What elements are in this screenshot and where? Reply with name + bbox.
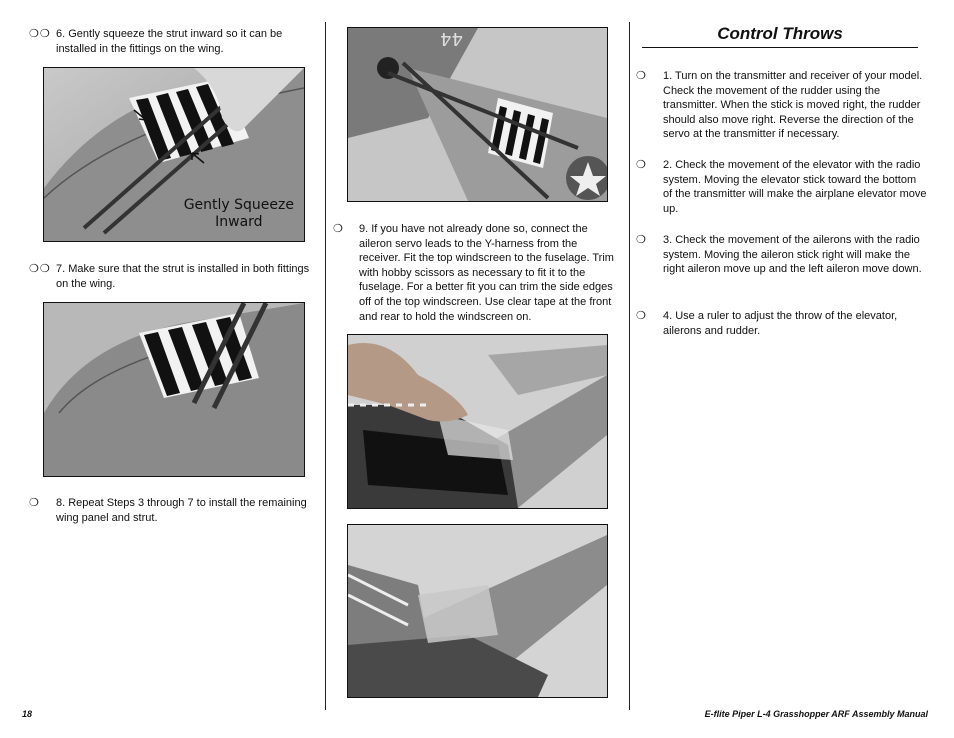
column-divider-right: [629, 22, 630, 710]
step-9-text: 9. If you have not already done so, connect the aileron servo leads to the Y-harness from the receiver. Fit the top windscreen to the fuselage. Trim with hobby scissors as necessary to fit it to the fuselage. For a better fit you can trim the side edges off of the top windscreen. Use clear tape at the front and rear to hold the windscreen on.: [359, 223, 614, 323]
control-throw-text-3: 3. Check the movement of the ailerons with the radio system. Moving the aileron stick right will make the right aileron move up and the left aileron move down.: [663, 234, 922, 276]
windscreen-installed-image: [348, 525, 607, 697]
control-throw-item-3: [636, 233, 928, 277]
fuselage-strut-image: [348, 28, 607, 201]
checkbox-icon[interactable]: ❍❍: [29, 262, 51, 275]
step-9: [333, 222, 616, 324]
svg-text:44: 44: [440, 28, 463, 49]
photo-caption: [184, 197, 294, 231]
step-7: [29, 262, 319, 291]
checkbox-icon[interactable]: ❍: [636, 158, 647, 171]
photo-windscreen-fit: [347, 334, 608, 509]
photo-strut-squeeze: [43, 67, 305, 242]
step-8: [29, 496, 321, 525]
page-number: 18: [22, 709, 33, 719]
caption-line-2: Inward: [215, 214, 263, 230]
step-6-text: 6. Gently squeeze the strut inward so it can be installed in the fittings on the wing.: [56, 28, 283, 55]
control-throw-item-1: [636, 69, 928, 142]
step-8-text: 8. Repeat Steps 3 through 7 to install the remaining wing panel and strut.: [56, 497, 307, 524]
checkbox-icon[interactable]: ❍: [29, 496, 40, 509]
wing-strut-image: [44, 303, 304, 476]
photo-strut-installed: [43, 302, 305, 477]
control-throw-text-4: 4. Use a ruler to adjust the throw of the elevator, ailerons and rudder.: [663, 310, 898, 337]
caption-line-1: Gently Squeeze: [183, 197, 294, 213]
photo-windscreen-installed: [347, 524, 608, 698]
checkbox-icon[interactable]: ❍: [636, 233, 647, 246]
control-throw-text-1: 1. Turn on the transmitter and receiver of your model. Check the movement of the rudder using the transmitter. When the stick is moved right, the rudder should also move right. Reverse the direction of the servo at the transmitter if necessary.: [663, 70, 923, 141]
checkbox-icon[interactable]: ❍❍: [29, 27, 51, 40]
control-throw-text-2: 2. Check the movement of the elevator with the radio system. Moving the elevator stick toward the bottom of the transmitter will make the airplane elevator move up.: [663, 159, 927, 215]
title-underline: [642, 47, 918, 48]
windscreen-image: [348, 335, 607, 508]
checkbox-icon[interactable]: ❍: [333, 222, 344, 235]
checkbox-icon[interactable]: ❍: [636, 309, 647, 322]
manual-title: E-flite Piper L-4 Grasshopper ARF Assembly Manual: [704, 709, 928, 719]
control-throw-item-2: [636, 158, 928, 216]
control-throw-item-4: [636, 309, 928, 338]
checkbox-icon[interactable]: ❍: [636, 69, 647, 82]
step-7-text: 7. Make sure that the strut is installed in both fittings on the wing.: [56, 263, 310, 290]
step-6: [29, 27, 319, 56]
section-title: Control Throws: [717, 24, 843, 43]
column-divider-left: [325, 22, 326, 710]
photo-strut-fuselage: [347, 27, 608, 202]
